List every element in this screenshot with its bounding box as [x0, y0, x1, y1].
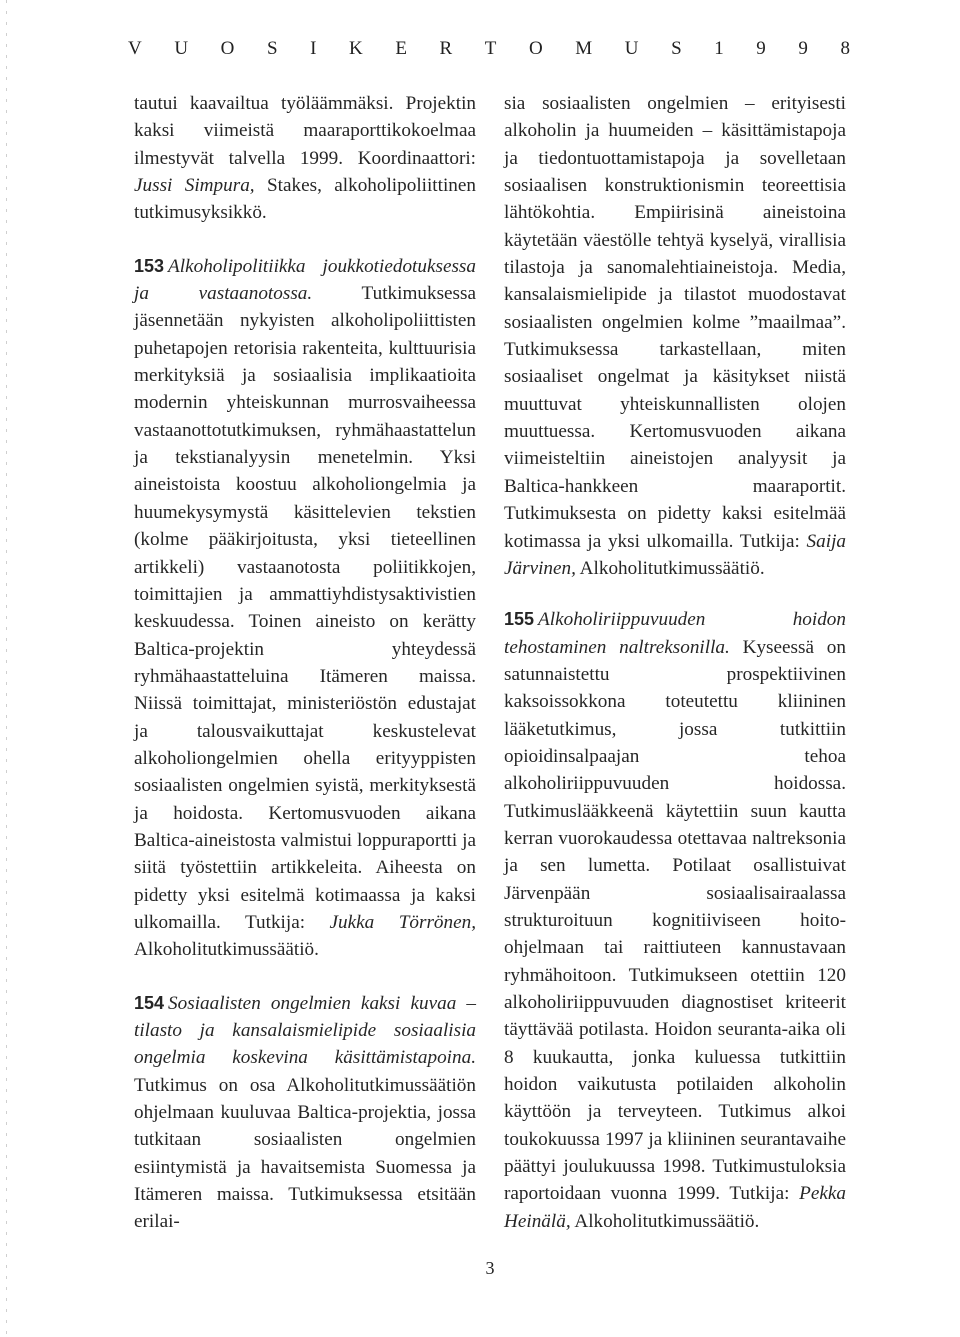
continuation-paragraph — [134, 90, 476, 227]
researcher-affiliation: Alkoholitutkimussäätiö. — [134, 939, 319, 961]
researcher-affiliation: Alkoholitutkimussäätiö. — [570, 1210, 760, 1232]
header-letter: U — [624, 38, 639, 59]
page-number: 3 — [485, 1258, 495, 1278]
entry-number: 155 — [504, 609, 535, 630]
header-letter: K — [349, 38, 363, 59]
header-letter: 9 — [756, 38, 766, 59]
entry-154 — [134, 990, 476, 1236]
header-letter: R — [439, 38, 453, 59]
coordinator-name: Jussi Simpura, — [134, 175, 255, 197]
header-letter: E — [395, 38, 407, 59]
researcher-name: Saija Järvinen, — [504, 530, 846, 579]
entry-body: Tutkimus on osa Alkoholitutkimussäätiön ohjelmaan kuuluvaa Baltica-projektia, jossa tutkitaan sosiaalisten ongelmien esiintymistä ja havaitsemista Suomessa ja Itämeren maissa. Tutkimuksessa etsitään erilai- — [134, 1074, 476, 1233]
paragraph-text: tautui kaavailtua työläämmäksi. Projektin kaksi viimeistä maaraporttikokoelmaa ilmestyvät talvella 1999. Koordinaattori: — [134, 93, 476, 169]
header-letter: 9 — [798, 38, 808, 59]
left-column — [134, 90, 476, 1236]
scan-margin-line — [6, 0, 7, 1337]
entry-155 — [504, 606, 846, 1235]
header-letter: I — [310, 38, 317, 59]
researcher-name: Pekka Heinälä, — [504, 1183, 846, 1232]
entry-153 — [134, 253, 476, 964]
entry-body: Kyseessä on satunnaistettu prospektiivinen kaksoissokkona toteutettu kliininen lääketutkimus, jossa tutkittiin opioidinsalpaajan tehoa alkoholiriippuvuuden hoidossa. Tutkimuslääkkeenä käytettiin suun kautta kerran vuorokaudessa otettavaa naltreksonia ja sen lumetta. Potilaat osallistuivat Järvenpään sosiaalisairaalassa strukturoituun kognitiiviseen hoito-ohjelmaan tai raittiuteen kannustavaan ryhmähoitoon. Tutkimukseen otettiin 120 alkoholiriippuvuuden diagnostiset kriteerit täyttävää potilasta. Hoidon seuranta-aika oli 8 kuukautta, jonka kuluessa tutkittiin hoidon vaikutusta potilaiden alkoholin käyttöön ja terveyteen. Tutkimus alkoi toukokuussa 1997 ja kliininen seurantavaihe päättyi joulukuussa 1998. Tutkimustuloksia raportoidaan vuonna 1999. Tutkija: — [504, 636, 846, 1205]
continuation-paragraph — [504, 90, 846, 582]
paragraph-text: sia sosiaalisten ongelmien – erityisesti alkoholin ja huumeiden – käsittämistapoja ja tiedontuottamistapoja ja sovelletaan sosiaalisen konstruktionismin teoreettisia lähtökohtia. Empiirisinä aineistoina käytetään väestölle tehtyä kyselyä, virallisia tilastoja ja sanomalehtiaineistoja. Media, kansalaismielipide ja tilastot muodostavat sosiaalisten ongelmien kolme ”maailmaa”. Tutkimuksessa tarkastellaan, miten sosiaaliset ongelmat ja käsitykset niistä muuttuvat yhteiskunnallisten olojen muuttuessa. Kertomusvuoden aikana viimeisteltiin aineistojen analyysit ja Baltica-hankkeen maaraportit. Tutkimuksesta on pidetty kaksi esitelmää kotimassa ja yksi ulkomailla. Tutkija: — [504, 93, 846, 552]
header-letter: O — [528, 38, 543, 59]
entry-body: Tutkimuksessa jäsennetään nykyisten alkoholipoliittisten puhetapojen retorisia rakenteita, kulttuurisia merkityksiä ja sosiaalisia implikaatioita modernin yhteiskunnan murrosvaiheessa vastaanottotutkimuksen, ryhmähaastattelun ja tekstianalyysin menetelmin. Yksi aineistoista koostuu alkoholiongelmia ja huumekysymystä käsittelevien tekstien (kolme pääkirjoitusta, yksi tieteellinen artikkeli) vastaanotosta poliitikkojen, toimittajien ja ammattiyhdistysaktivistien keskuudessa. Toinen aineisto on kerätty Baltica-projektin yhteydessä ryhmähaastatteluina Itämeren maissa. Niissä toimittajat, ministeriöstön edustajat ja talousvaikuttajat keskustelevat alkoholiongelmien ohella erityyppisten sosiaalisten ongelmien syistä, merkityksestä ja hoidosta. Kertomusvuoden aikana Baltica-aineistosta valmistui loppuraportti ja siitä työstettiin artikkeleita. Aiheesta on pidetty yksi esitelmä kotimaassa ja kaksi ulkomailla. Tutkija: — [134, 283, 476, 933]
header-letter: U — [174, 38, 189, 59]
researcher-name: Jukka Törrönen, — [329, 911, 477, 933]
entry-title: Alkoholiriippuvuuden hoidon tehostaminen naltreksonilla. — [504, 609, 846, 658]
header-letter: O — [220, 38, 235, 59]
entry-title: Alkoholipolitiikka joukkotiedotuksessa ja vastaanotossa. — [134, 255, 476, 305]
entry-number: 154 — [134, 992, 165, 1013]
right-column — [504, 90, 846, 1235]
coordinator-affiliation: Stakes, alkoholipoliittinen tutkimusyksikkö. — [134, 175, 477, 224]
running-header — [128, 38, 850, 60]
header-letter: S — [671, 38, 682, 59]
header-letter: T — [484, 38, 497, 59]
header-letter: V — [128, 38, 142, 59]
header-letter: 1 — [714, 38, 724, 59]
researcher-affiliation: Alkoholitutkimussäätiö. — [575, 557, 765, 579]
entry-title: Sosiaalisten ongelmien kaksi kuvaa – tilasto ja kansalaismielipide sosiaalisia ongelmia koskevina käsittämistapoina. — [134, 992, 476, 1069]
header-letter: M — [575, 38, 593, 59]
entry-number: 153 — [134, 255, 165, 276]
header-letter: S — [266, 38, 278, 59]
header-letter: 8 — [840, 38, 850, 59]
